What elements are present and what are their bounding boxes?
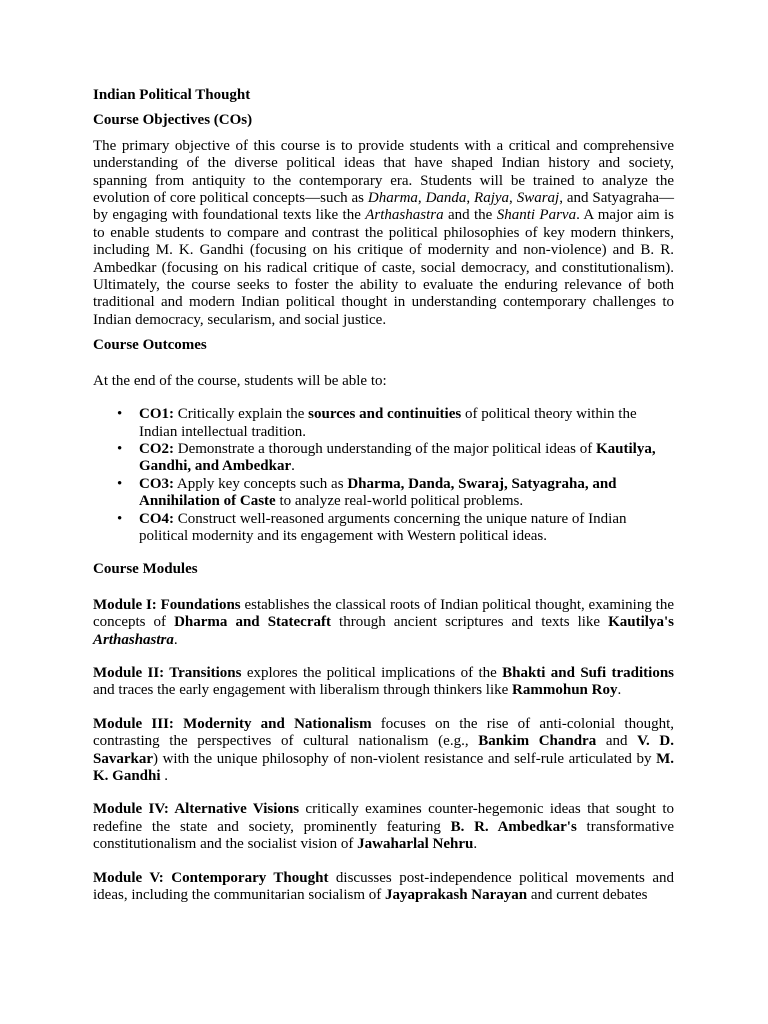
modules-heading: Course Modules	[93, 561, 198, 578]
term-dharma: Dharma	[367, 190, 418, 207]
module-3-label: Module III: Modernity and Nationalism	[93, 715, 372, 732]
objectives-heading: Course Objectives (COs)	[93, 112, 253, 129]
co4-label: CO4:	[139, 510, 174, 527]
list-item-co4: • CO4: Construct well-reasoned arguments concerning the unique nature of Indian political modernity and its engagement with Western political ideas.	[117, 510, 627, 544]
module-1-paragraph: Module I: Foundations establishes the classical roots of Indian political thought, examining the concepts of Dharma and Statecraft through ancient scriptures and texts like Kautilya's Arthashastra.	[93, 596, 674, 648]
bullet-icon: •	[117, 406, 123, 423]
objectives-text-1: The primary objective of this course is to provide students with a critical and comprehensive understanding of the diverse political ideas that have shaped Indian history and society, spanning from antiquity to the contemporary era. Students will be trained to analyze the evolution of core political concepts—such as	[93, 137, 674, 207]
objectives-text-2: , and Satyagraha—by engaging with foundational texts like the	[93, 190, 675, 224]
module-4-paragraph: Module IV: Alternative Visions critically examines counter-hegemonic ideas that sought to redefine the state and society, prominently featuring B. R. Ambedkar's transformative constitutionalism and the socialist vision of Jawaharlal Nehru.	[93, 801, 674, 853]
module-2-label: Module II: Transitions	[93, 664, 242, 681]
co1-label: CO1:	[139, 406, 174, 423]
document-page	[93, 87, 674, 920]
outcomes-heading: Course Outcomes	[93, 337, 207, 354]
bullet-icon: •	[117, 475, 123, 492]
document-title: Indian Political Thought	[93, 87, 251, 103]
co3-label: CO3:	[139, 475, 174, 492]
objectives-text-4: . A major aim is to enable students to compare and contrast the political philosophies of key modern thinkers, including M. K. Gandhi (focusing on his critique of modernity and non-violence) and B. R. Ambedkar (focusing on his radical critique of caste, social democracy, and constitutionalism). Ultimately, the course seeks to foster the ability to evaluate the enduring relevance of both traditional and modern Indian political thought in understanding contemporary challenges to Indian democracy, secularism, and social justice.	[93, 207, 674, 328]
objectives-paragraph: The primary objective of this course is to provide students with a critical and comprehensive understanding of the diverse political ideas that have shaped Indian history and society, spanning from antiquity to the contemporary era. Students will be trained to analyze the evolution of core political concepts—such as Dharma, Danda, Rajya, Swaraj, and Satyagraha—by engaging with foundational texts like the Arthashastra and the Shanti Parva. A major aim is to enable students to compare and contrast the political philosophies of key modern thinkers, including M. K. Gandhi (focusing on his critique of modernity and non-violence) and B. R. Ambedkar (focusing on his radical critique of caste, social democracy, and constitutionalism). Ultimately, the course seeks to foster the ability to evaluate the enduring relevance of both traditional and modern Indian political thought in understanding contemporary challenges to Indian democracy, secularism, and social justice.	[93, 137, 675, 328]
term-arthashastra: Arthashastra	[365, 207, 444, 224]
module-5-label: Module V: Contemporary Thought	[93, 869, 329, 886]
list-item-co1: • CO1: Critically explain the sources and continuities of political theory within the Indian intellectual tradition.	[117, 406, 637, 440]
list-item-co2: • CO2: Demonstrate a thorough understanding of the major political ideas of Kautilya, Gandhi, and Ambedkar.	[117, 440, 656, 475]
module-5-paragraph: Module V: Contemporary Thought discusses post-independence political movements and ideas, including the communitarian socialism of Jayaprakash Narayan and current debates	[93, 869, 674, 904]
term-danda: Danda	[425, 190, 467, 207]
list-item-co3: • CO3: Apply key concepts such as Dharma, Danda, Swaraj, Satyagraha, and Annihilation of Caste to analyze real-world political problems.	[117, 475, 617, 510]
module-4-label: Module IV: Alternative Visions	[93, 801, 300, 818]
outcomes-intro: At the end of the course, students will be able to:	[93, 372, 387, 389]
term-rajya: Rajya	[474, 190, 510, 207]
bullet-icon: •	[117, 440, 123, 457]
outcomes-list	[93, 406, 674, 545]
term-swaraj: Swaraj	[516, 190, 560, 207]
objectives-text-3: and the	[443, 207, 497, 224]
module-1-label: Module I: Foundations	[93, 596, 241, 613]
term-shanti-parva: Shanti Parva	[496, 207, 577, 224]
co2-label: CO2:	[139, 440, 174, 457]
module-2-paragraph: Module II: Transitions explores the political implications of the Bhakti and Sufi traditions and traces the early engagement with liberalism through thinkers like Rammohun Roy.	[93, 664, 675, 699]
module-3-paragraph: Module III: Modernity and Nationalism focuses on the rise of anti-colonial thought, contrasting the perspectives of cultural nationalism (e.g., Bankim Chandra and V. D. Savarkar) with the unique philosophy of non-violent resistance and self-rule articulated by M. K. Gandhi .	[93, 715, 674, 784]
bullet-icon: •	[117, 510, 123, 527]
